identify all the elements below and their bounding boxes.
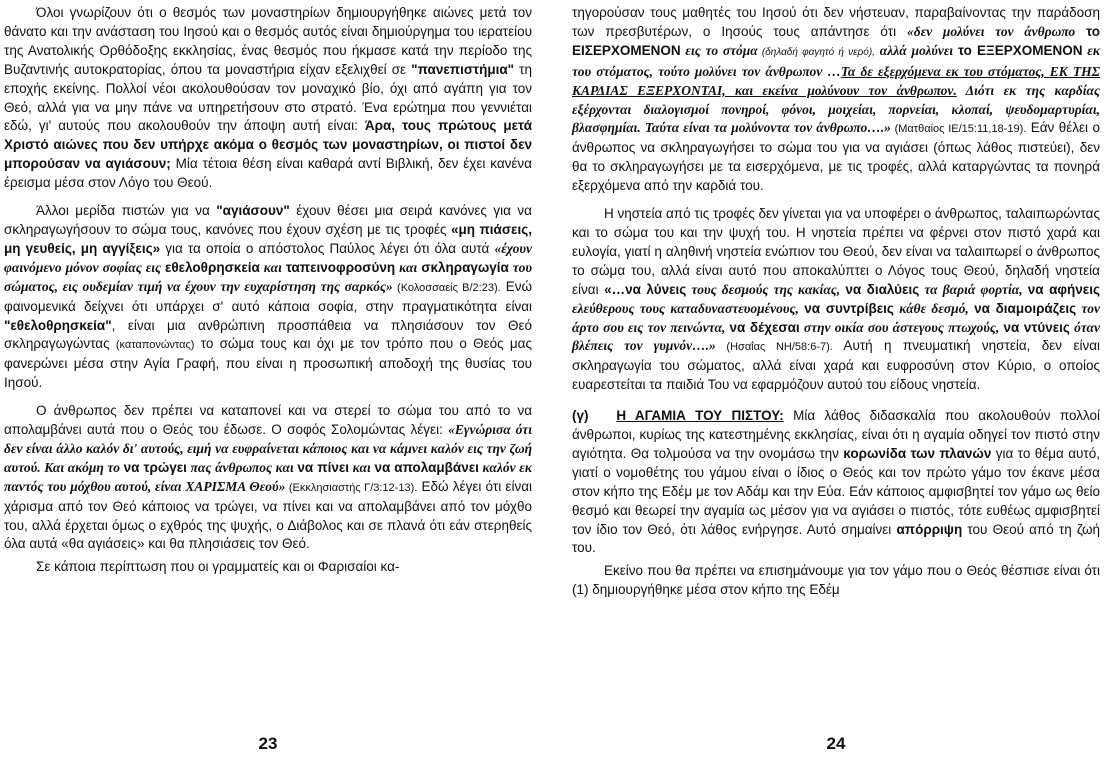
scripture-reference: (Κολοσσαείς Β/2:23).: [392, 281, 501, 294]
scripture-quote: στην οικία σου άστεγους πτωχούς,: [799, 319, 1004, 335]
right-paragraph-1: [572, 4, 1100, 196]
scripture-reference: (Εκκλησιαστής Γ/3:12-13).: [285, 481, 418, 494]
bold-text: να δέχεσαι: [729, 319, 800, 335]
bold-text: απόρριψη: [896, 521, 963, 537]
text: για το θέμα αυτό, γιατί ο νομοθέτης του γάμου είναι ο ίδιος ο Θεός και τον πρώτο γάμο τον έκανε μέσα στον κήπο της Εδέμ με τον Αδάμ και την Εύα. Εάν κάποιος αμφισβητεί τον γάμο ως θείο θεσμό και θεωρεί την αγαμία ως μέσον για να αγιάσει ο πιστός, τότε ευθέως αμφισβητεί τον ίδιο τον Θεό, ότι λάθος ενήργησε. Αυτό σημαίνει: [572, 445, 1100, 537]
text: Εάν θέλει ο άνθρωπος να σκληραγωγήσει το σώμα του για να αγιάσει (όπως λάθος πιστεύει), δεν θα το σκληραγωγήσει με τα εισερχόμενα, με τις τροφές, αλλά καταργώντας τα πονηρά εξερχόμενα από την καρδιά του.: [572, 120, 1100, 194]
text: Αυτή η πνευματική νηστεία, δεν είναι σκληραγωγία του σώματος, αλλά είναι χαρά και ευφροσύνη στον Κύριο, ο οποίος ευαρεστείται τα παιδιά Του να εφαρμόζουν αυτού του είδους νηστεία.: [572, 338, 1100, 393]
small-note: (δηλαδή φαγητό ή νερό),: [757, 46, 875, 58]
scripture-quote: «Εγνώρισα ότι δεν είναι άλλο καλόν δι' αυτούς, ειμή να ευφραίνεται κάποιος και να κάμνει καλόν εις την ζωή αυτού. Και ακόμη το: [4, 422, 532, 475]
right-paragraph-2: [572, 205, 1100, 395]
scripture-quote: όταν βλέπεις τον γυμνόν….»: [572, 319, 1100, 354]
left-paragraph-4: Σε κάποια περίπτωση που οι γραμματείς και οι Φαρισαίοι κα-: [36, 559, 400, 575]
scripture-reference: (Ματθαίος ΙΕ/15:11,18-19).: [890, 123, 1027, 136]
bold-question: Άρα, τους πρώτους μετά Χριστό αιώνες που δεν υπήρχε ακόμα ο θεσμός των μοναστηρίων, οι πιστοί δεν μπορούσαν να αγιάσουν;: [4, 118, 533, 172]
scripture-quote: τον άρτο σου εις τον πεινώντα,: [572, 300, 1100, 335]
right-paragraph-3: [572, 407, 1100, 558]
right-page: [572, 4, 1100, 760]
text: Άλλοι μερίδα πιστών για να: [36, 203, 217, 219]
text: Εδώ λέγει ότι είναι χάρισμα από τον Θεό κάποιος να τρώγει, να πίνει και να απολαμβάνει από τον μόχθο του, αλλά έρχεται όμως ο εχθρός της ψυχής, ο Διάβολος και σε πλανά ότι εάν στερηθείς όλα αυτά «θα αγιάσεις» και θα πλησιάσεις τον Θεό.: [4, 478, 532, 552]
scripture-quote: καλόν εκ παντός του μόχθου αυτού, είναι ΧΑΡΙΣΜΑ Θεού»: [4, 459, 532, 494]
text: Μία τέτοια θέση είναι καθαρά αντί Βιβλική, δεν έχει κανένα έρεισμα μέσα στον Λόγο του Θεού.: [4, 156, 532, 191]
scripture-quote: και: [259, 259, 286, 275]
scripture-quote: κάθε δεσμό,: [893, 300, 975, 316]
section-heading: Η ΑΓΑΜΙΑ ΤΟΥ ΠΙΣΤΟΥ:: [616, 408, 784, 424]
left-paragraph-1: [4, 4, 532, 193]
text: Ο άνθρωπος δεν πρέπει να καταπονεί και να στερεί το σώμα του από το να απολαμβάνει αυτά που ο Θεός του έδωσε. Ο σοφός Σολομώντας λέγει:: [4, 403, 532, 438]
bold-text: «…να λύνεις: [604, 281, 687, 297]
scripture-quote: αλλά μολύνει: [874, 42, 958, 58]
scripture-quote: τα βαριά φορτία,: [919, 281, 1028, 297]
text: Μία λάθος διδασκαλία που ακολουθούν πολλοί άνθρωποι, κυρίως της κατεστημένης εκκλησίας, είναι ότι η αγαμία οδηγεί τον πιστό στην αγιότητα. Θα τολμούσα να την ονομάσω την: [572, 408, 1100, 461]
bold-text: να διαλύεις: [845, 281, 920, 297]
bold-text: να ντύνεις: [1003, 319, 1070, 335]
text: , είναι μια ανθρώπινη προσπάθεια να πλησιάσουν τον Θεό σκληραγωγώντας: [4, 317, 532, 352]
left-paragraph-3: [4, 402, 532, 554]
bold-text: «μη πιάσεις, μη γευθείς, μη αγγίξεις»: [4, 221, 532, 256]
bold-text: "αγιάσουν": [216, 203, 290, 219]
scripture-quote: ελεύθερους τους καταδυναστευομένους,: [572, 300, 805, 316]
scripture-quote: τους δεσμούς της κακίας,: [686, 281, 846, 297]
bold-text: να απολαμβάνει: [374, 459, 479, 475]
text: τηγορούσαν τους μαθητές του Ιησού ότι δεν νήστευαν, παραβαίνοντας την παράδοση των πρεσβυτέρων, ο Ιησούς τους απάντησε ότι: [572, 5, 1100, 39]
bold-text: το ΕΞΕΡΧΟΜΕΝΟΝ: [957, 42, 1083, 58]
bold-text: κορωνίδα των πλανών: [843, 445, 992, 461]
page-number: 23: [258, 734, 278, 753]
scripture-quote: και: [395, 259, 422, 275]
text: Η νηστεία από τις τροφές δεν γίνεται για να υποφέρει ο άνθρωπος, ταλαιπωρώντας και το σώμα του και την ψυχή του. Η νηστεία πρέπει να φέρνει στον πιστό χαρά και ευλογία, γιατί η αληθινή νηστεία ενώπιον του Θεού, δεν είναι να ταλαιπωρεί ο άνθρωπος το σώμα του, αλλά είναι αυτό που αποκαλύπτει ο Λόγος τους Θεού, δηλαδή νηστεία είναι: [572, 206, 1100, 297]
scripture-quote: εκ του στόματος, τούτο μολύνει τον άνθρωπον …: [572, 42, 1100, 79]
bold-text: να αφήνεις: [1027, 281, 1100, 297]
bold-text: το ΕΙΣΕΡΧΟΜΕΝΟΝ: [572, 23, 1100, 58]
text: Ενώ φαινομενικά δείχνει ότι υπάρχει σ' αυτό κάποια σοφία, στην πραγματικότητα είναι: [4, 278, 532, 314]
scripture-quote: «δεν μολύνει τον άνθρωπο: [907, 23, 1076, 39]
page-number: 24: [826, 734, 846, 753]
scripture-quote: εις το στόμα: [680, 42, 758, 58]
right-paragraph-4: Εκείνο που θα πρέπει να επισημάνουμε για τον γάμο που ο Θεός θέσπισε είναι ότι (1) δημιουργήθηκε μέσα στον κήπο της Εδέμ: [572, 563, 1100, 598]
text: για τα οποία ο απόστολος Παύλος λέγει ότι όλα αυτά: [160, 240, 495, 256]
bold-text: να συντρίβεις: [804, 300, 894, 316]
scripture-reference: (Ησαΐας ΝΗ/58:6-7).: [715, 341, 833, 354]
scripture-quote: «έχουν φαινόμενο μόνον σοφίας εις: [4, 240, 532, 275]
scripture-quote: και: [349, 459, 375, 475]
bold-text: να διαμοιράζεις: [974, 300, 1077, 316]
text: τη εποχής εκείνης. Πολλοί νέοι ακολουθούσαν τον μοναχικό βίο, όχι από αγάπη για τον Θεό, αλλά για να μην πάνε να υπηρετήσουν στο στρατό. Ένα ερώτημα που γεννιέται εδώ, γι' αυτούς που ακολουθούν την άποψη αυτή είναι:: [4, 61, 532, 134]
bold-text: εθελοθρησκεία: [164, 259, 260, 275]
small-text: (καταπονώντας): [115, 339, 195, 352]
scripture-quote: του σώματος, εις ουδεμίαν τιμή να έχουν την ευχαρίστηση της σαρκός»: [4, 259, 532, 294]
bold-text: ταπεινοφροσύνη: [285, 259, 396, 275]
bold-text: να τρώγει: [123, 459, 187, 475]
scripture-quote: πας άνθρωπος και: [186, 459, 298, 475]
bold-text: να πίνει: [297, 459, 350, 475]
text: του Θεού από τη ζωή του.: [572, 521, 1100, 556]
left-paragraph-2: [4, 202, 532, 393]
section-label: (γ): [572, 408, 589, 424]
text: Όλοι γνωρίζουν ότι ο θεσμός των μοναστηρίων δημιουργήθηκε αιώνες μετά τον θάνατο και την ανάσταση του Ιησού και ο θεσμός αυτός είναι δημιούργημα του ιερατείου της Ανατολικής Ορθόδοξης εκκλησίας, ένας θεσμός που ήκμασε κατά την περίοδο της Βυζαντινής αυτοκρατορίας, όπου τα μοναστήρια είχαν εξελιχθεί σε: [4, 5, 532, 77]
bold-text: "πανεπιστήμια": [411, 61, 515, 77]
left-page: [4, 4, 532, 760]
text: το σώμα τους και όχι με τον τρόπο που ο Θεός μας φανερώνει μέσα στην Αγία Γραφή, που είναι η προσωπική αποδοχή της θυσίας του Ιησού.: [4, 336, 532, 391]
text: έχουν θέσει μια σειρά κανόνες για να σκληραγωγήσουν το σώμα τους, κανόνες που έχουν σχέση με τις τροφές: [4, 203, 532, 237]
underlined-quote: Τα δε εξερχόμενα εκ του στόματος, ΕΚ ΤΗΣ ΚΑΡΔΙΑΣ ΕΞΕΡΧΟΝΤΑΙ, και εκείνα μολύνουν τον άνθρωπον.: [572, 63, 1100, 98]
bold-text: σκληραγωγία: [421, 259, 509, 275]
scripture-quote: Διότι εκ της καρδίας εξέρχονται διαλογισμοί πονηροί, φόνοι, μοιχείαι, πορνείαι, κλοπαί, ψευδομαρτυρίαι, βλασφημίαι. Ταύτα είναι τα μολύνοντα τον άνθρωπο….»: [572, 82, 1100, 136]
bold-text: "εθελοθρησκεία": [4, 317, 112, 333]
